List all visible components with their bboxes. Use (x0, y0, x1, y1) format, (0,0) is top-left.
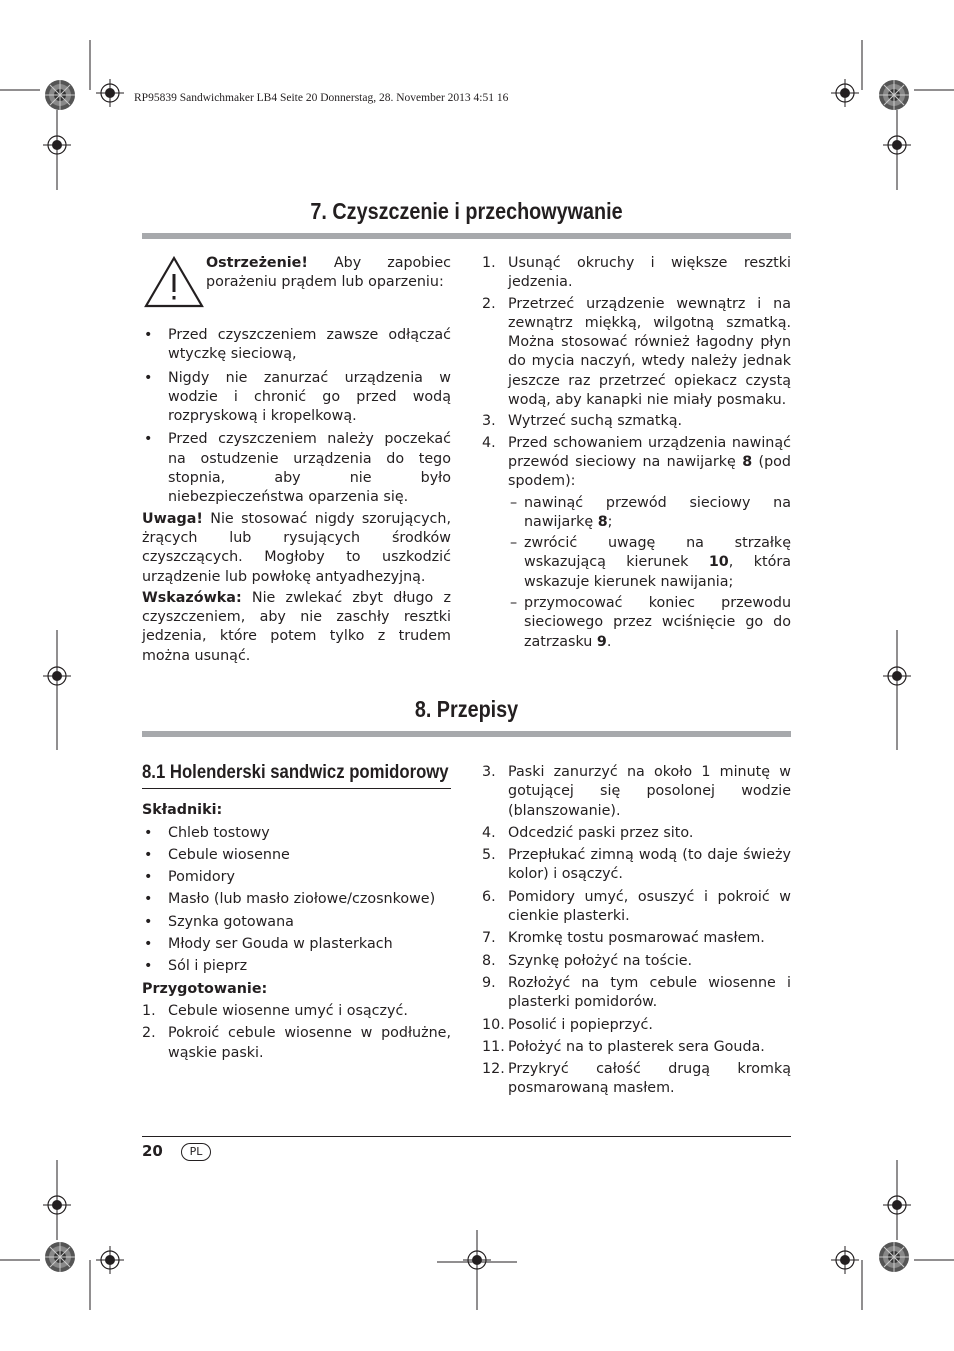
footer-rule (142, 1136, 791, 1137)
caution-label: Uwaga! (142, 510, 203, 527)
list-item: 2. Przetrzeć urządzenie wewnątrz i na zewnątrz miękką, wilgotną szmatką. Można stosować również łagodny płyn do mycia naczyń, wtedy należy jednak jeszcze raz przetrzeć opiekacz czystą wodą, aby kanapki nie miały posmaku. (482, 295, 791, 409)
list-item: • Przed czyszczeniem zawsze odłączać wtyczkę sieciową, (144, 327, 451, 363)
preparation-label: Przygotowanie: (142, 980, 268, 997)
warning-label: Ostrzeżenie! (206, 255, 308, 271)
hint-paragraph: Wskazówka: Nie zwlekać zbyt długo z czyszczeniem, aby nie zaschły resztki jedzenia, które potem tylko z trudem można usunąć. (142, 589, 451, 664)
list-item: 3. Wytrzeć suchą szmatką. (482, 413, 683, 430)
section-7-bar (142, 233, 791, 239)
caution-paragraph: Uwaga! Nie stosować nigdy szorujących, żrących lub rysujących środków czyszczących. Mogłoby to uszkodzić urządzenie lub powłokę antyadhezyjną. (142, 510, 451, 585)
list-item: • Pomidory (144, 869, 235, 886)
list-item: • Chleb tostowy (144, 824, 270, 841)
list-item: • Masło (lub masło ziołowe/czosnkowe) (144, 891, 436, 908)
recipe-subtitle: 8.1 Holenderski sandwicz pomidorowy (142, 762, 449, 783)
list-item: 10. Posolić i popieprzyć. (482, 1016, 653, 1033)
cord-winding-list (482, 494, 791, 652)
section-8-title: 8. Przepisy (414, 696, 519, 722)
print-header: RP95839 Sandwichmaker LB4 Seite 20 Donnerstag, 28. November 2013 4:51 16 (134, 92, 509, 104)
list-item: 4. Odcedzić paski przez sito. (482, 824, 694, 841)
list-item: • Przed czyszczeniem należy poczekać na ostudzenie urządzenia do tego stopnia, aby nie było niebezpieczeństwa oparzenia się. (144, 431, 451, 506)
list-item: – nawinąć przewód sieciowy na nawijarkę 8; (510, 494, 791, 530)
preparation-steps-left (142, 1002, 451, 1063)
section-7-left-column (142, 254, 451, 666)
preparation-steps-right (482, 763, 791, 1099)
list-item: 1. Usunąć okruchy i większe resztki jedzenia. (482, 255, 791, 291)
section-7-right-column (482, 254, 791, 654)
list-item: 5. Przepłukać zimną wodą (to daje świeży kolor) i osączyć. (482, 847, 791, 883)
list-item: 3. Paski zanurzyć na około 1 minutę w gotującej się posolonej wodzie (blanszowanie). (482, 764, 791, 819)
list-item: 6. Pomidory umyć, osuszyć i pokroić w cienkie plasterki. (482, 888, 791, 925)
list-item: • Sól i pieprz (144, 958, 248, 975)
recipe-subtitle-block (142, 763, 451, 789)
list-item: 9. Rozłożyć na tym cebule wiosenne i plasterki pomidorów. (482, 974, 791, 1011)
cleaning-steps (482, 254, 791, 492)
section-7-title: 7. Czyszczenie i przechowywanie (310, 198, 623, 224)
list-item: 2. Pokroić cebule wiosenne w podłużne, wąskie paski. (142, 1025, 451, 1061)
warning-text: Ostrzeżenie! Aby zapobiec porażeniu prądem lub oparzeniu: (206, 255, 451, 291)
language-badge: PL (181, 1143, 211, 1161)
section-8-left-column (142, 763, 451, 1065)
list-item: – zwrócić uwagę na strzałkę wskazującą kierunek 10, która wskazuje kierunek nawijania; (510, 535, 791, 590)
list-item: 7. Kromkę tostu posmarować masłem. (482, 930, 765, 947)
warning-triangle-icon (142, 254, 206, 310)
hint-label: Wskazówka: (142, 589, 242, 606)
section-8-right-column (482, 763, 791, 1102)
list-item: 12. Przykryć całość drugą kromką posmarowaną masłem. (482, 1061, 791, 1097)
list-item: 8. Szynkę położyć na toście. (482, 952, 693, 969)
warning-bullets (142, 326, 451, 508)
list-item: – przymocować koniec przewodu sieciowego przez wciśnięcie go do zatrzasku 9. (510, 595, 791, 650)
warning-block (142, 254, 451, 310)
list-item: • Szynka gotowana (144, 913, 294, 930)
ingredients-label: Składniki: (142, 802, 223, 819)
list-item: 11. Położyć na to plasterek sera Gouda. (482, 1038, 765, 1055)
ingredients-list (142, 824, 451, 977)
list-item: • Młody ser Gouda w plasterkach (144, 936, 393, 953)
list-item: 4. Przed schowaniem urządzenia nawinąć przewód sieciowy na nawijarkę 8 (pod spodem): (482, 434, 791, 490)
list-item: 1. Cebule wiosenne umyć i osączyć. (142, 1002, 408, 1019)
list-item: • Nigdy nie zanurzać urządzenia w wodzie i chronić go przed wodą rozpryskową i kropelkową. (144, 369, 451, 425)
section-8-bar (142, 731, 791, 737)
page-number: 20 (142, 1142, 163, 1160)
list-item: • Cebule wiosenne (144, 846, 290, 863)
